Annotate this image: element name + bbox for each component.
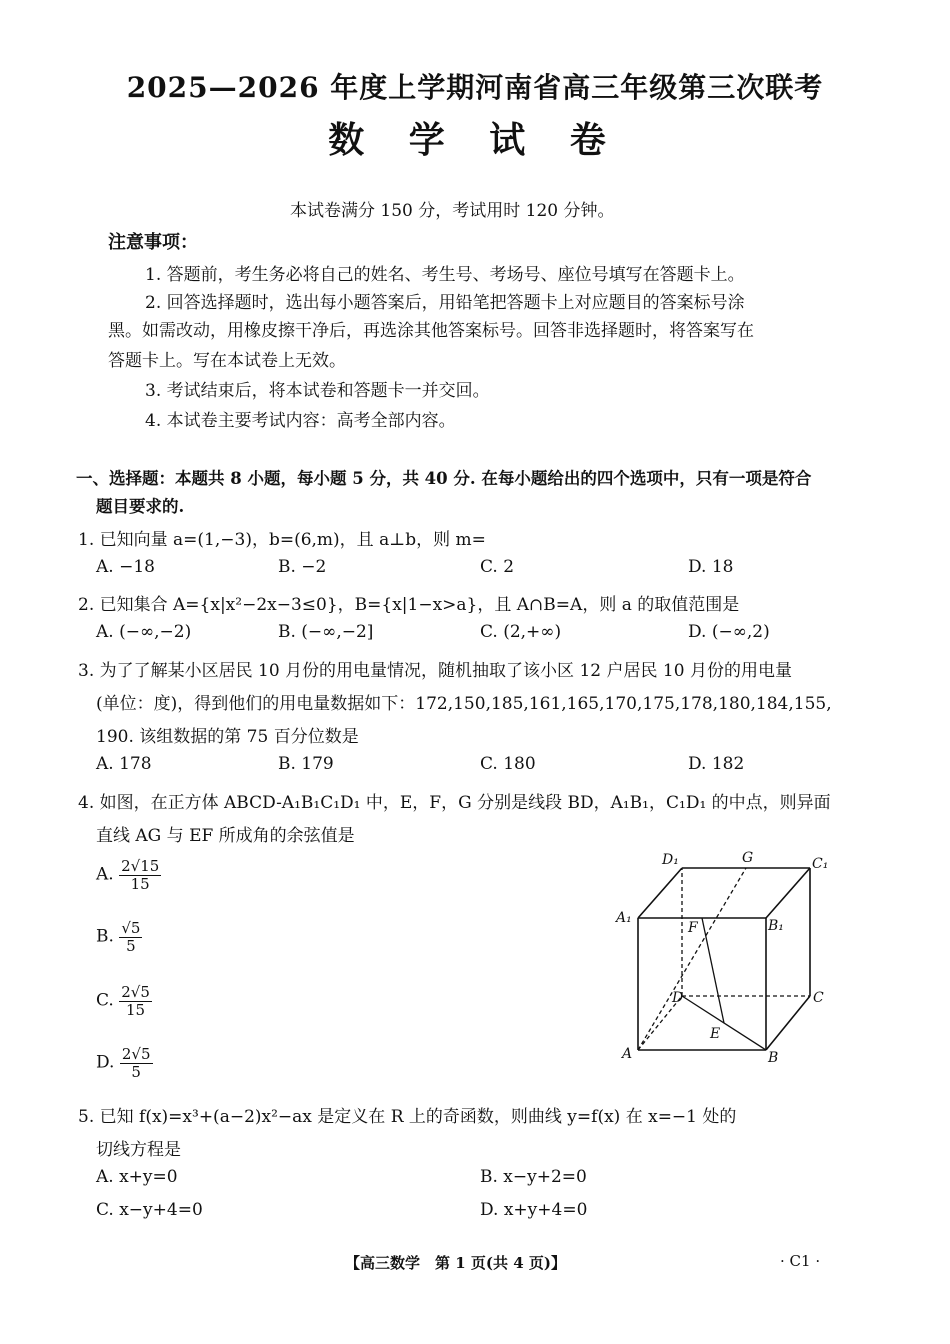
q2-option-a: A. (−∞,−2) xyxy=(96,622,192,642)
label-f: F xyxy=(688,920,698,936)
q4-option-d xyxy=(96,1046,153,1080)
q4-option-a xyxy=(96,858,161,892)
q4-option-c-letter: C. xyxy=(96,990,114,1011)
q3-stem-line1: 3. 为了了解某小区居民 10 月份的用电量情况，随机抽取了该小区 12 户居民 10 月份的用电量 xyxy=(78,661,792,681)
label-a: A xyxy=(622,1046,633,1062)
q3-option-c: C. 180 xyxy=(480,754,536,774)
cube-figure xyxy=(600,848,840,1068)
label-a1: A₁ xyxy=(616,910,632,926)
label-b: B xyxy=(768,1050,779,1066)
q3-stem-line2: (单位：度)，得到他们的用电量数据如下：172,150,185,161,165,170,175,178,180,184,155, xyxy=(96,694,832,714)
q2-option-b: B. (−∞,−2] xyxy=(278,622,374,642)
score-line: 本试卷满分 150 分，考试用时 120 分钟。 xyxy=(290,201,615,221)
q1-option-b: B. −2 xyxy=(278,557,327,577)
notice-heading: 注意事项： xyxy=(108,232,198,253)
edge-bc xyxy=(766,996,810,1050)
q2-option-d: D. (−∞,2) xyxy=(688,622,770,642)
q2-stem: 2. 已知集合 A={x|x²−2x−3≤0}，B={x|1−x>a}，且 A∩B=A，则 a 的取值范围是 xyxy=(78,595,740,615)
label-d1: D₁ xyxy=(662,852,679,868)
label-c1: C₁ xyxy=(812,856,829,872)
label-e: E xyxy=(710,1026,721,1042)
q4-option-d-denominator: 5 xyxy=(131,1062,141,1081)
footer-code: · C1 · xyxy=(780,1252,821,1270)
q5-stem-line2: 切线方程是 xyxy=(96,1140,181,1160)
segment-ag xyxy=(638,868,746,1050)
q1-stem: 1. 已知向量 a=(1,−3)，b=(6,m)，且 a⊥b，则 m= xyxy=(78,530,486,550)
q4-option-a-numerator: 2√15 xyxy=(121,857,160,875)
q5-stem-line1: 5. 已知 f(x)=x³+(a−2)x²−ax 是定义在 R 上的奇函数，则曲线 y=f(x) 在 x=−1 处的 xyxy=(78,1107,737,1127)
q1-option-c: C. 2 xyxy=(480,557,515,577)
q5-option-a: A. x+y=0 xyxy=(96,1167,178,1187)
q4-option-c-fraction xyxy=(119,984,152,1018)
q3-option-b: B. 179 xyxy=(278,754,334,774)
section1-heading-cont: 题目要求的. xyxy=(96,497,185,516)
notice-item-2: 2. 回答选择题时，选出每小题答案后，用铅笔把答题卡上对应题目的答案标号涂 xyxy=(145,293,745,313)
q4-option-b-numerator: √5 xyxy=(121,919,141,937)
q4-option-b-letter: B. xyxy=(96,926,114,947)
notice-item-3: 3. 考试结束后，将本试卷和答题卡一并交回。 xyxy=(145,381,490,401)
notice-item-4: 4. 本试卷主要考试内容：高考全部内容。 xyxy=(145,411,456,431)
q4-option-c-numerator: 2√5 xyxy=(121,983,150,1001)
q4-option-d-letter: D. xyxy=(96,1052,115,1073)
q4-stem-line1: 4. 如图，在正方体 ABCD-A₁B₁C₁D₁ 中，E，F，G 分别是线段 BD，A₁B₁，C₁D₁ 的中点，则异面 xyxy=(78,793,831,813)
q4-option-b xyxy=(96,920,142,954)
label-g: G xyxy=(742,850,754,866)
q1-option-a: A. −18 xyxy=(96,557,155,577)
notice-item-1: 1. 答题前，考生务必将自己的姓名、考生号、考场号、座位号填写在答题卡上。 xyxy=(145,265,745,285)
q4-option-a-denominator: 15 xyxy=(130,874,150,893)
edge-b1c1 xyxy=(766,868,810,918)
q4-option-d-numerator: 2√5 xyxy=(121,1045,151,1063)
q1-option-d: D. 18 xyxy=(688,557,734,577)
label-b1: B₁ xyxy=(768,918,784,934)
q2-option-c: C. (2,+∞) xyxy=(480,622,562,642)
q4-stem-line2: 直线 AG 与 EF 所成角的余弦值是 xyxy=(96,826,355,846)
exam-title: 2025—2026 年度上学期河南省高三年级第三次联考 xyxy=(126,71,824,104)
q3-option-d: D. 182 xyxy=(688,754,745,774)
label-d: D xyxy=(672,990,684,1006)
q4-option-c-denominator: 15 xyxy=(126,1000,146,1019)
footer-page-info: 【高三数学 第 1 页(共 4 页)】 xyxy=(345,1254,566,1272)
q4-option-c xyxy=(96,984,152,1018)
notice-item-2-end: 答题卡上。写在本试卷上无效。 xyxy=(108,351,346,371)
section1-heading: 一、选择题：本题共 8 小题，每小题 5 分，共 40 分. 在每小题给出的四个选项中，只有一项是符合 xyxy=(76,469,812,488)
label-c: C xyxy=(813,990,824,1006)
q4-option-a-fraction xyxy=(119,858,161,892)
q3-stem-line3: 190. 该组数据的第 75 百分位数是 xyxy=(96,727,359,747)
edge-a1d1 xyxy=(638,868,682,918)
q5-option-b: B. x−y+2=0 xyxy=(480,1167,587,1187)
q4-option-d-fraction xyxy=(120,1046,153,1080)
q4-option-b-fraction xyxy=(119,920,142,954)
q5-option-c: C. x−y+4=0 xyxy=(96,1200,203,1220)
exam-subject-title: 数 学 试 卷 xyxy=(328,119,622,161)
q5-option-d: D. x+y+4=0 xyxy=(480,1200,588,1220)
q4-option-a-letter: A. xyxy=(96,864,114,885)
segment-fe xyxy=(702,918,724,1023)
q4-option-b-denominator: 5 xyxy=(126,936,136,955)
notice-item-2-cont: 黑。如需改动，用橡皮擦干净后，再选涂其他答案标号。回答非选择题时，将答案写在 xyxy=(108,321,754,341)
q3-option-a: A. 178 xyxy=(96,754,152,774)
